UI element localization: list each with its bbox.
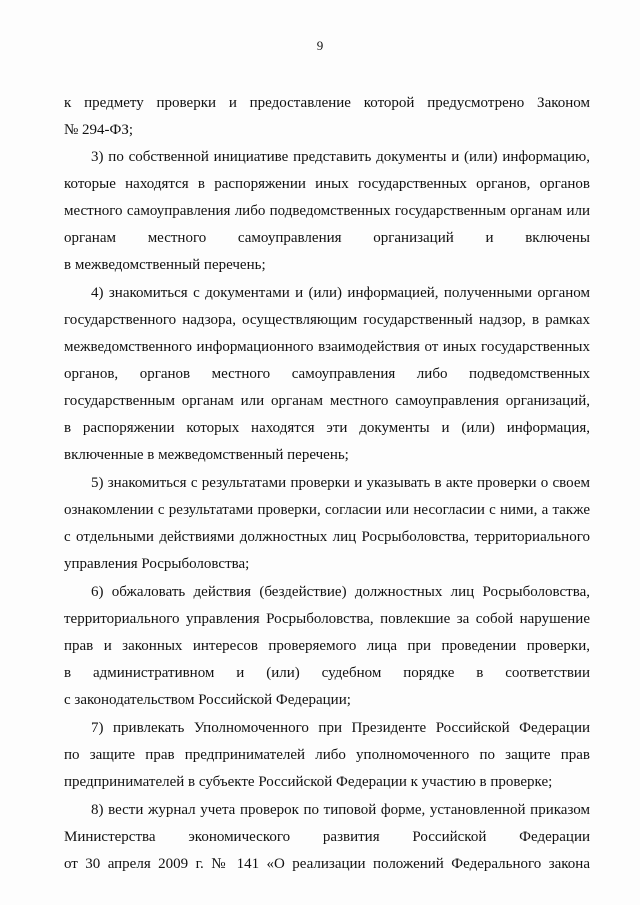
text-line: предпринимателей в субъекте Российской Федерации к участию в проверке; [64,774,553,790]
text-line: с отдельными действиями должностных лиц Росрыболовства, территориального [64,529,590,545]
text-line: включенные в межведомственный перечень; [64,447,349,463]
page-number: 9 [316,38,324,53]
text-line: от 30 апреля 2009 г. № 141 «О реализации положений Федерального закона [64,856,590,872]
text-line: ознакомлении с результатами проверки, согласии или несогласии с ними, а также [64,502,590,518]
text-line: органам местного самоуправления организаций и включены [64,230,590,246]
text-line: местного самоуправления либо подведомственных государственным органам или [64,203,590,219]
text-line: в административном и (или) судебном порядке в соответствии [64,665,590,681]
text-line: прав и законных интересов проверяемого лица при проведении проверки, [64,638,590,654]
text-line: Министерства экономического развития Российской Федерации [64,829,590,845]
text-line: с законодательством Российской Федерации; [64,692,351,708]
text-line: 4) знакомиться с документами и (или) информацией, полученными органом [91,285,590,301]
text-line: 5) знакомиться с результатами проверки и указывать в акте проверки о своем [91,475,590,491]
text-line: органов, органов местного самоуправления либо подведомственных [64,366,590,382]
text-line: межведомственного информационного взаимодействия от иных государственных [64,339,590,355]
text-line: управления Росрыболовства; [64,556,250,572]
text-line: которые находятся в распоряжении иных государственных органов, органов [64,176,590,192]
text-line: в распоряжении которых находятся эти документы и (или) информация, [64,420,590,436]
text-line: 6) обжаловать действия (бездействие) должностных лиц Росрыболовства, [91,584,590,600]
text-line: № 294-ФЗ; [64,122,134,138]
text-line: государственным органам или органам местного самоуправления организаций, [64,393,590,409]
text-line: в межведомственный перечень; [64,257,266,273]
text-line: территориального управления Росрыболовства, повлекшие за собой нарушение [64,611,590,627]
text-line: к предмету проверки и предоставление которой предусмотрено Законом [64,95,590,111]
text-line: 7) привлекать Уполномоченного при Президенте Российской Федерации [91,720,590,736]
text-line: 3) по собственной инициативе представить документы и (или) информацию, [91,149,590,165]
text-line: по защите прав предпринимателей либо уполномоченного по защите прав [64,747,590,763]
text-line: государственного надзора, осуществляющим государственный надзор, в рамках [64,312,590,328]
text-line: 8) вести журнал учета проверок по типовой форме, установленной приказом [91,802,590,818]
